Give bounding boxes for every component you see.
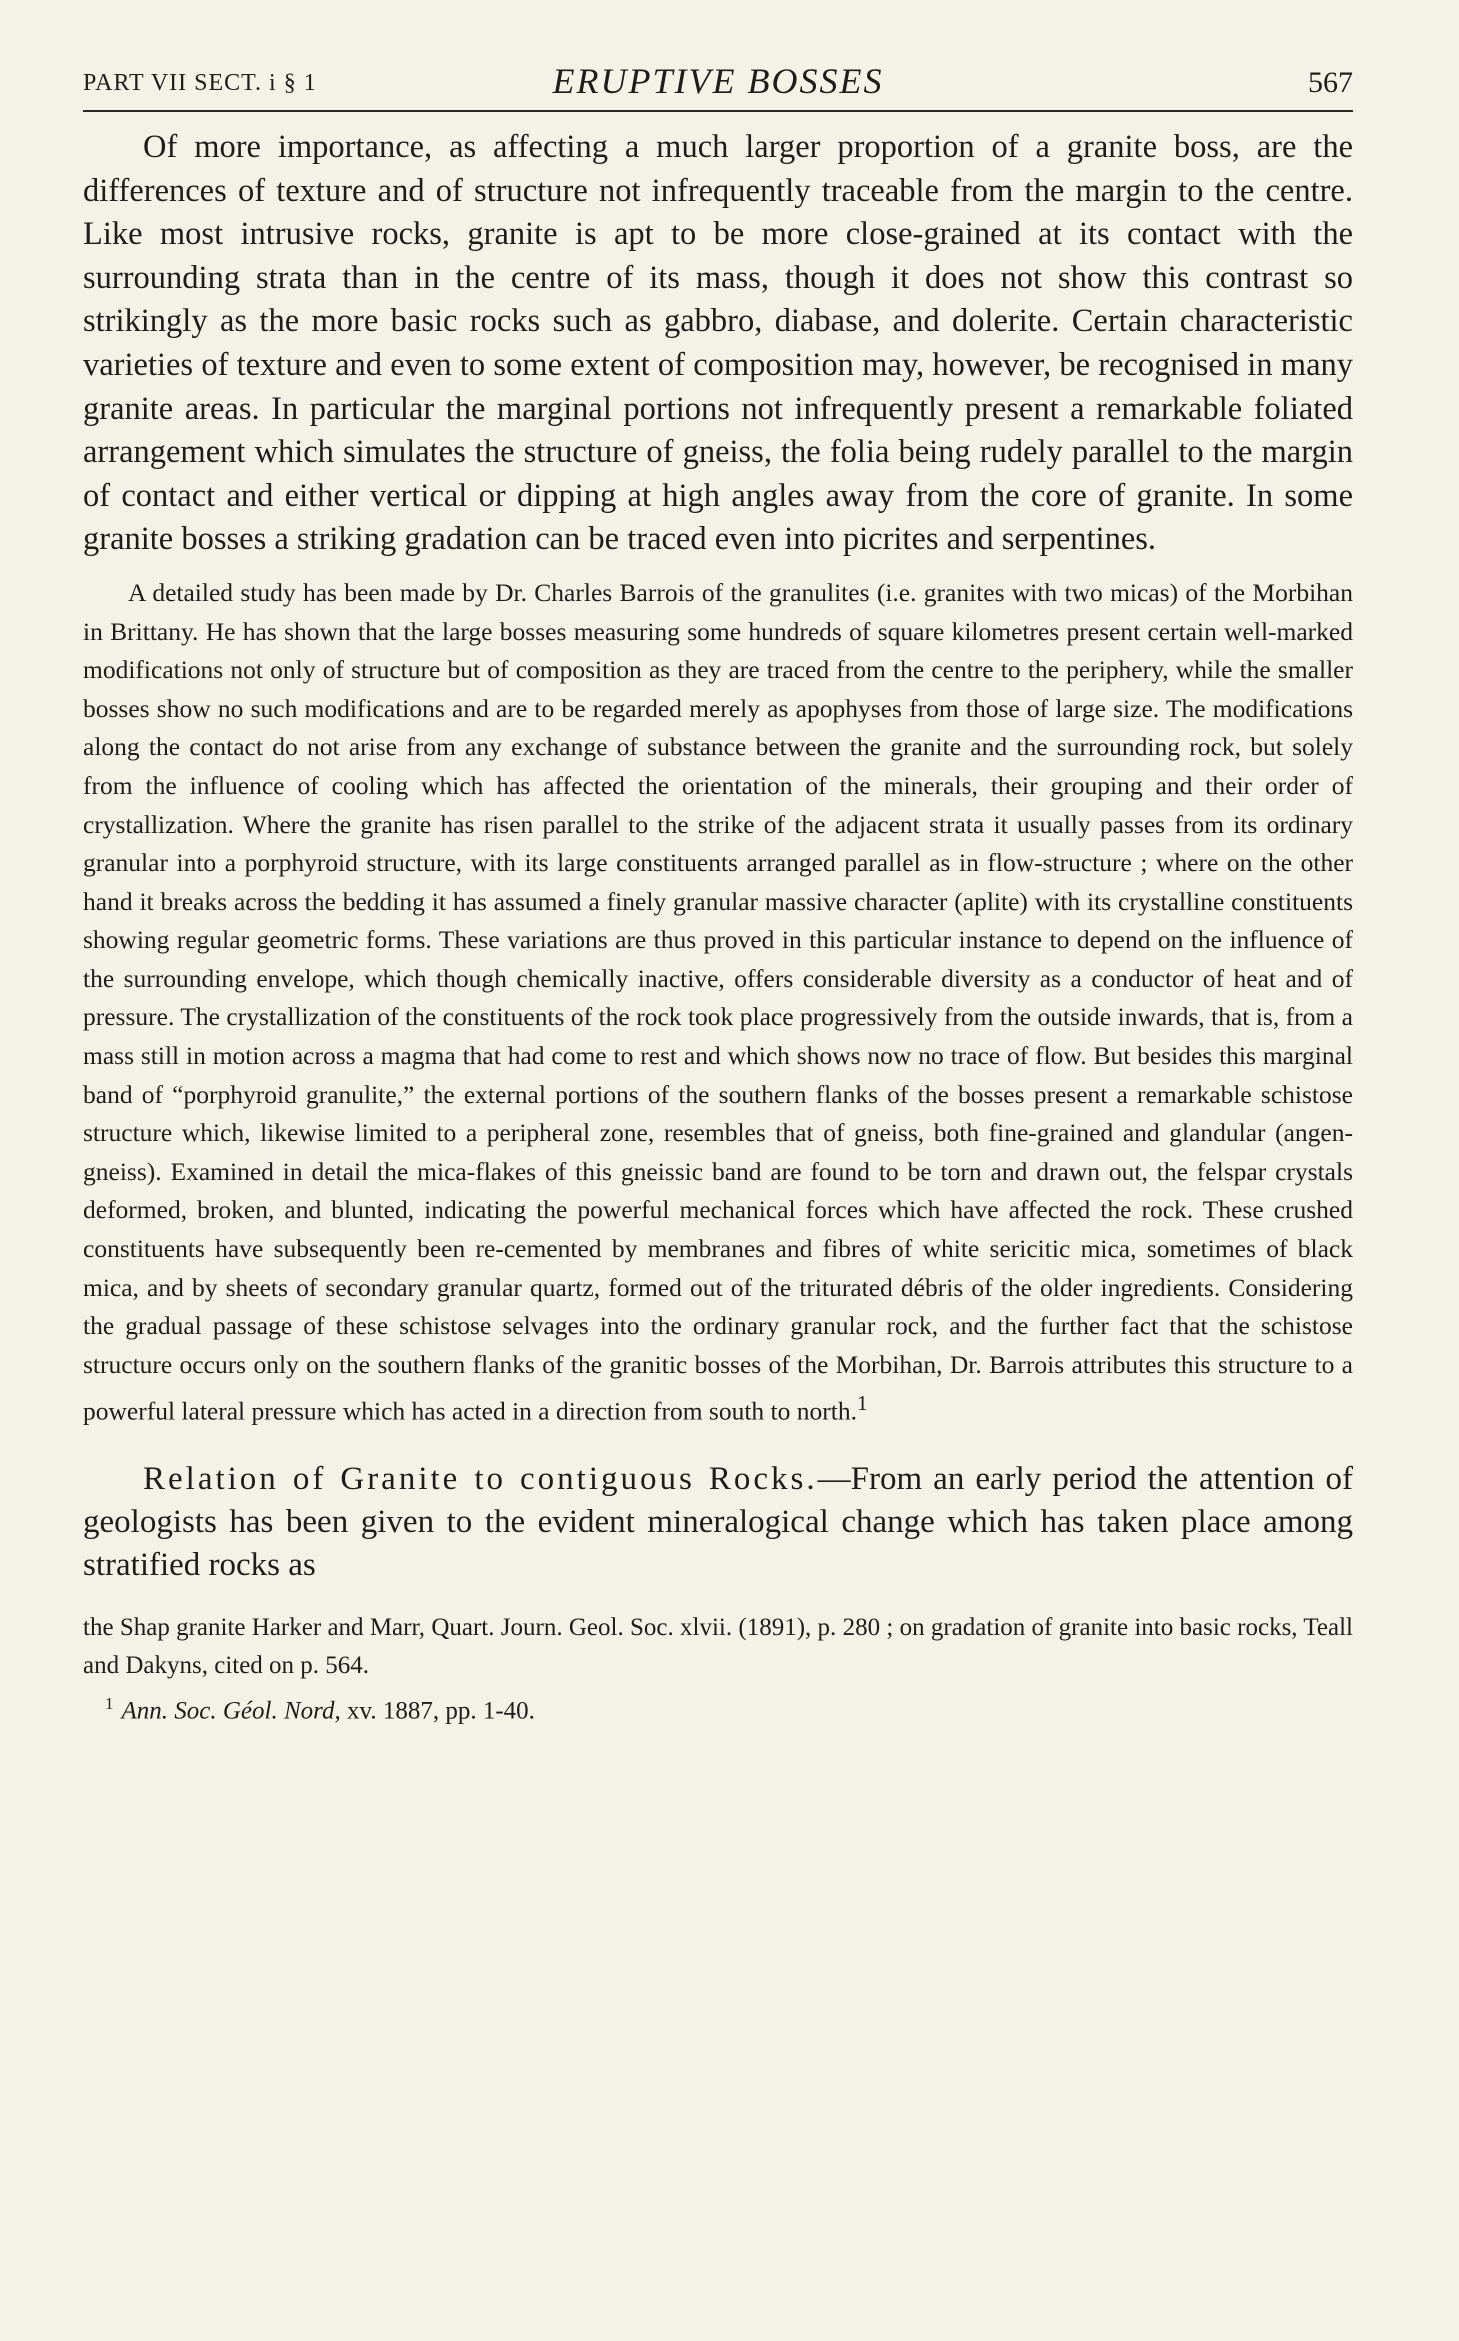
footnote-1-source: Ann. Soc. Géol. Nord, xyxy=(121,1696,341,1724)
footnote-1-rest: xv. 1887, pp. 1-40. xyxy=(340,1696,535,1724)
footnote-1-mark: 1 xyxy=(105,1693,114,1713)
barrois-study-text: A detailed study has been made by Dr. Charles Barrois of the granulites (i.e. granites with two micas) of the Morbihan in Brittany. He has shown that the large bosses measuring some hundreds of square kilometres present certain well-marked modifications not only of structure but of composition as they are traced from the centre to the periphery, while the smaller bosses show no such modifications and are to be regarded merely as apophyses from those of large size. The modifications along the contact do not arise from any exchange of substance between the granite and the surrounding rock, but solely from the influence of cooling which has affected the orientation of the minerals, their grouping and their order of crystallization. Where the granite has risen parallel to the strike of the adjacent strata it usually passes from its ordinary granular into a porphyroid structure, with its large constituents arranged parallel as in flow-structure ; where on the other hand it breaks across the bedding it has assumed a finely granular massive character (aplite) with its crystalline constituents showing regular geometric forms. These variations are thus proved in this particular instance to depend on the influence of the surrounding envelope, which though chemically inactive, offers considerable diversity as a conductor of heat and of pressure. The crystallization of the constituents of the rock took place progressively from the outside inwards, that is, from a mass still in motion across a magma that had come to rest and which shows now no trace of flow. But besides this marginal band of “porphyroid granulite,” the external portions of the southern flanks of the bosses present a remarkable schistose structure which, likewise limited to a peripheral zone, resembles that of gneiss, both fine-grained and glandular (angen-gneiss). Examined in detail the mica-flakes of this gneissic band are found to be torn and drawn out, the felspar crystals deformed, broken, and blunted, indicating the powerful mechanical forces which have affected the rock. These crushed constituents have subsequently been re-cemented by membranes and fibres of white sericitic mica, sometimes of black mica, and by sheets of secondary granular quartz, formed out of the triturated débris of the older ingredients. Considering the gradual passage of these schistose selvages into the ordinary granular rock, and the further fact that the schistose structure occurs only on the southern flanks of the granitic bosses of the Morbihan, Dr. Barrois attributes this structure to a powerful lateral pressure which has acted in a direction from south to north. xyxy=(83,577,1353,1426)
chapter-title: ERUPTIVE BOSSES xyxy=(552,61,884,101)
footnote-1 xyxy=(83,1685,1353,1730)
footnote-continuation: the Shap granite Harker and Marr, Quart. Journ. Geol. Soc. xlvii. (1891), p. 280 ; on gradation of granite into basic rocks, Teall and Dakyns, cited on p. 564. xyxy=(83,1613,1353,1679)
book-page xyxy=(83,60,1353,1730)
section-heading: Relation of Granite to contiguous Rocks. xyxy=(143,1460,818,1497)
section-relation-of-granite xyxy=(83,1458,1353,1587)
paragraph-barrois-study xyxy=(83,574,1353,1432)
paragraph-texture-structure: Of more importance, as affecting a much larger proportion of a granite boss, are the differences of texture and of structure not infrequently traceable from the margin to the centre. Like most intrusive rocks, granite is apt to be more close-grained at its contact with the surrounding strata than in the centre of its mass, though it does not show this contrast so strikingly as the more basic rocks such as gabbro, diabase, and dolerite. Certain characteristic varieties of texture and even to some extent of composition may, however, be recognised in many granite areas. In particular the marginal portions not infrequently present a remarkable foliated arrangement which simulates the structure of gneiss, the folia being rudely parallel to the margin of contact and either vertical or dipping at high angles away from the core of granite. In some granite bosses a striking gradation can be traced even into picrites and serpentines. xyxy=(83,129,1353,558)
part-section-label: PART VII SECT. i § 1 xyxy=(83,70,317,96)
footnote-reference: 1 xyxy=(856,1391,868,1416)
footnotes xyxy=(83,1609,1353,1730)
section-body-text: —From an early period the attention of geologists has been given to the evident mineralogical change which has taken place among stratified rocks as xyxy=(83,1460,1353,1583)
running-head xyxy=(83,60,1353,112)
page-number: 567 xyxy=(1308,66,1353,99)
